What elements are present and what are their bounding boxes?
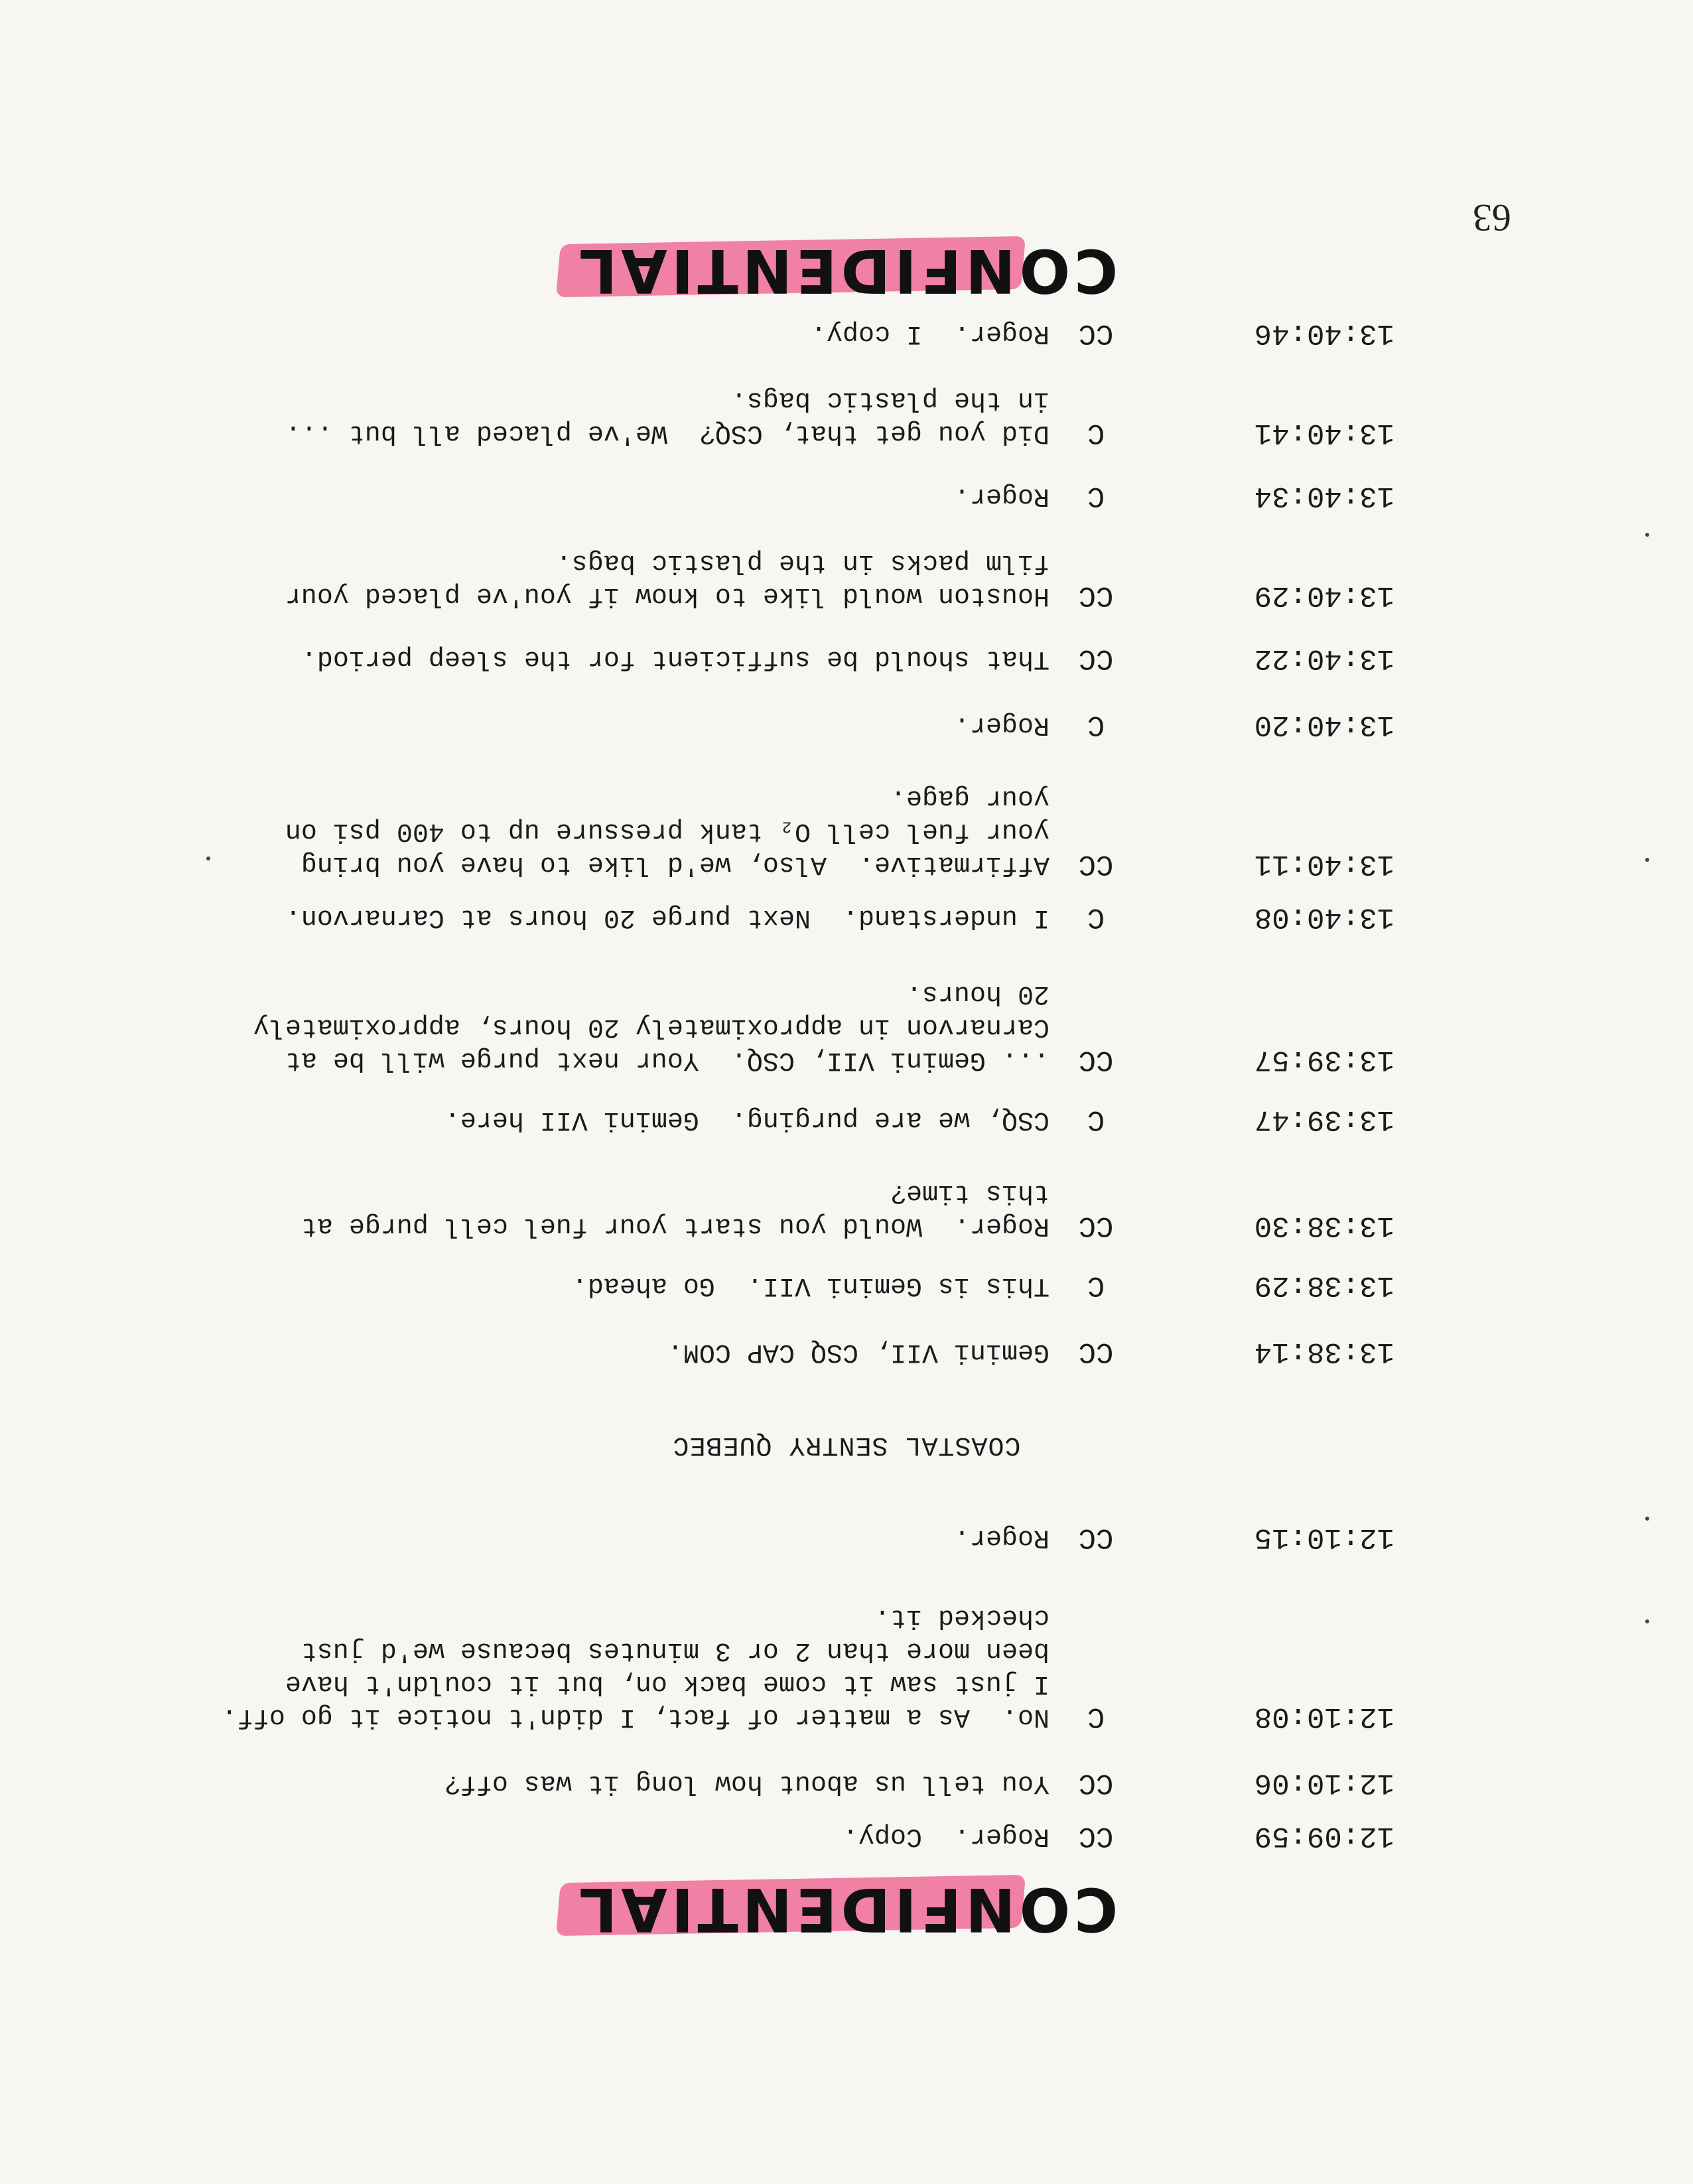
page-number: 63: [1473, 196, 1511, 239]
timestamp: 13:40:41: [1254, 416, 1394, 449]
classification-label: CONFIDENTIAL: [575, 1874, 1118, 1944]
timestamp: 13:40:34: [1254, 479, 1394, 512]
scan-speck: [1645, 1517, 1649, 1521]
speaker: C: [1087, 708, 1105, 741]
scan-speck: [206, 856, 210, 860]
message: Roger.: [953, 1523, 1050, 1552]
timestamp: 13:38:29: [1254, 1268, 1394, 1302]
timestamp: 13:40:22: [1254, 642, 1394, 675]
timestamp: 12:09:59: [1254, 1819, 1394, 1852]
timestamp: 13:38:14: [1254, 1335, 1394, 1368]
timestamp: 13:40:20: [1254, 708, 1394, 741]
scan-speck: [1645, 533, 1649, 537]
message: Gemini VII, CSQ CAP COM.: [667, 1337, 1050, 1367]
speaker: CC: [1078, 642, 1114, 675]
speaker: CC: [1078, 1335, 1114, 1368]
speaker: C: [1087, 1103, 1105, 1136]
message: This is Gemini VII. Go ahead.: [571, 1270, 1050, 1300]
message: Roger. Would you start your fuel cell purge at this time?: [301, 1178, 1050, 1241]
message: No. As a matter of fact, I didn't notice it go off. I just saw it come back on, but it couldn't have been more than 2 or 3 minutes because we'd just checked it.: [221, 1602, 1050, 1732]
message: Roger.: [953, 481, 1050, 511]
message: That should be sufficient for the sleep period.: [301, 644, 1050, 673]
message: Affirmative. Also, we'd like to have you bring your fuel cell O₂ tank pressure up to 400 psi on your gage.: [285, 783, 1050, 879]
timestamp: 13:40:29: [1254, 579, 1394, 612]
timestamp: 13:40:11: [1254, 847, 1394, 880]
message: Roger. I copy.: [810, 318, 1050, 348]
message: Roger. Copy.: [842, 1821, 1050, 1851]
speaker: C: [1087, 1268, 1105, 1302]
speaker: CC: [1078, 1209, 1114, 1242]
scan-speck: [1645, 858, 1649, 862]
confidential-stamp-header: [0, 1859, 1693, 1952]
message: Did you get that, CSQ? We've placed all but ... in the plastic bags.: [285, 385, 1050, 448]
speaker: C: [1087, 900, 1105, 933]
timestamp: 12:10:06: [1254, 1766, 1394, 1799]
speaker: CC: [1078, 847, 1114, 880]
message: ... Gemini VII, CSQ. Your next purge will be at Carnarvon in approximately 20 hours, approximately 20 hours.: [253, 979, 1050, 1075]
timestamp: 12:10:15: [1254, 1521, 1394, 1554]
speaker: C: [1087, 479, 1105, 512]
confidential-stamp-footer: [0, 220, 1693, 313]
section-header: COASTAL SENTRY QUEBEC: [672, 1430, 1021, 1460]
speaker: C: [1087, 1700, 1105, 1733]
timestamp: 13:38:30: [1254, 1209, 1394, 1242]
speaker: CC: [1078, 1043, 1114, 1076]
message: Houston would like to know if you've placed your film packs in the plastic bags.: [285, 547, 1050, 610]
speaker: CC: [1078, 1521, 1114, 1554]
scan-speck: [1645, 1619, 1649, 1623]
message: I understand. Next purge 20 hours at Carnarvon.: [285, 902, 1050, 932]
classification-label: CONFIDENTIAL: [575, 236, 1118, 305]
timestamp: 13:39:57: [1254, 1043, 1394, 1076]
speaker: CC: [1078, 1766, 1114, 1799]
speaker: C: [1087, 416, 1105, 449]
speaker: CC: [1078, 579, 1114, 612]
message: CSQ, we are purging. Gemini VII here.: [444, 1105, 1050, 1134]
timestamp: 13:40:46: [1254, 316, 1394, 350]
speaker: CC: [1078, 1819, 1114, 1852]
timestamp: 13:40:08: [1254, 900, 1394, 933]
timestamp: 13:39:47: [1254, 1103, 1394, 1136]
message: You tell us about how long it was off?: [444, 1768, 1050, 1798]
message: Roger.: [953, 710, 1050, 740]
timestamp: 12:10:08: [1254, 1700, 1394, 1733]
speaker: CC: [1078, 316, 1114, 350]
